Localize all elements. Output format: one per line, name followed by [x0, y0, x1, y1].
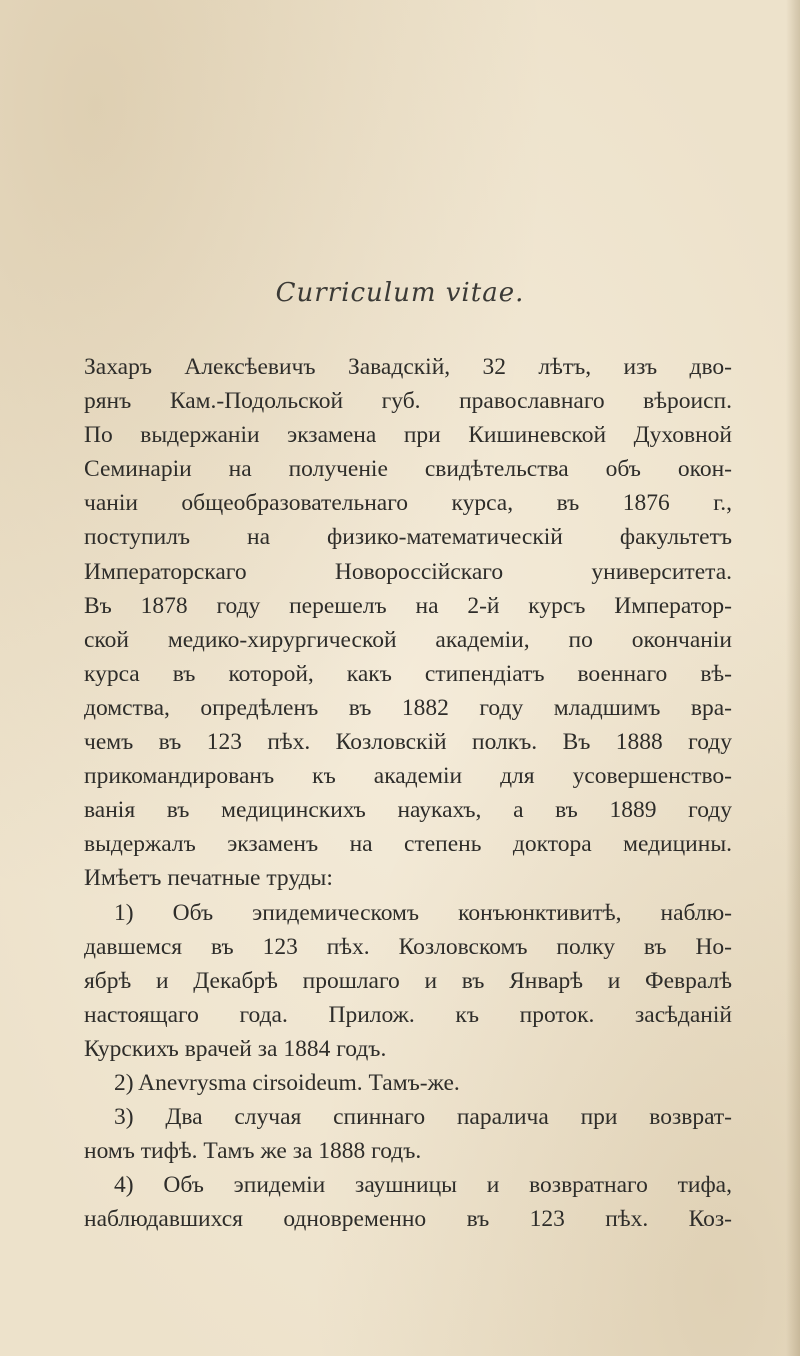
page-edge-stain: [786, 0, 800, 1356]
text-line: Захаръ Алексѣевичъ Завадскій, 32 лѣтъ, изъ дво-: [84, 354, 732, 380]
text-line: ябрѣ и Декабрѣ прошлаго и въ Январѣ и Февралѣ: [84, 967, 732, 994]
list-item: 3) Два случая спиннаго паралича при возврат-: [114, 1104, 732, 1131]
list-item: 4) Объ эпидеміи заушницы и возвратнаго тифа,: [114, 1172, 732, 1199]
text-line: наблюдавшихся одновременно въ 123 пѣх. Коз-: [84, 1206, 732, 1233]
text-line: По выдержаніи экзамена при Кишиневской Духовной: [84, 422, 732, 449]
text-line: чемъ въ 123 пѣх. Козловскій полкъ. Въ 1888 году: [84, 729, 732, 756]
document-body: [84, 350, 732, 1236]
text-line: давшемся въ 123 пѣх. Козловскомъ полку въ Но-: [84, 933, 732, 960]
text-line: Семинаріи на полученіе свидѣтельства объ окон-: [84, 456, 732, 483]
text-line: Императорскаго Новороссійскаго университета.: [84, 558, 732, 585]
list-item: 2) Anevrysma cirsoideum. Тамъ-же.: [114, 1069, 460, 1096]
text-line: прикомандированъ къ академіи для усовершенство-: [84, 763, 732, 790]
text-line: чаніи общеобразовательнаго курса, въ 1876 г.,: [84, 490, 732, 517]
document-title: Curriculum vitae.: [275, 278, 525, 308]
text-line: номъ тифѣ. Тамъ же за 1888 годъ.: [84, 1138, 422, 1165]
text-line: настоящаго года. Прилож. къ проток. засѣданій: [84, 1001, 732, 1028]
text-line: Курскихъ врачей за 1884 годъ.: [84, 1035, 387, 1062]
text-line: домства, опредѣленъ въ 1882 году младшимъ вра-: [84, 694, 732, 721]
text-line: выдержалъ экзаменъ на степень доктора медицины.: [84, 831, 732, 858]
text-line: курса въ которой, какъ стипендіатъ военнаго вѣ-: [84, 660, 732, 687]
text-line: поступилъ на физико-математическій факультетъ: [84, 524, 732, 551]
list-item: 1) Объ эпидемическомъ конъюнктивитѣ, наблю-: [114, 899, 732, 926]
text-line: ванія въ медицинскихъ наукахъ, а въ 1889 году: [84, 797, 732, 824]
text-line: Имѣетъ печатные труды:: [84, 865, 333, 892]
text-line: ской медико-хирургической академіи, по окончаніи: [84, 626, 732, 653]
text-line: Въ 1878 году перешелъ на 2-й курсъ Император-: [84, 592, 732, 619]
text-line: рянъ Кам.-Подольской губ. православнаго вѣроисп.: [84, 388, 732, 415]
